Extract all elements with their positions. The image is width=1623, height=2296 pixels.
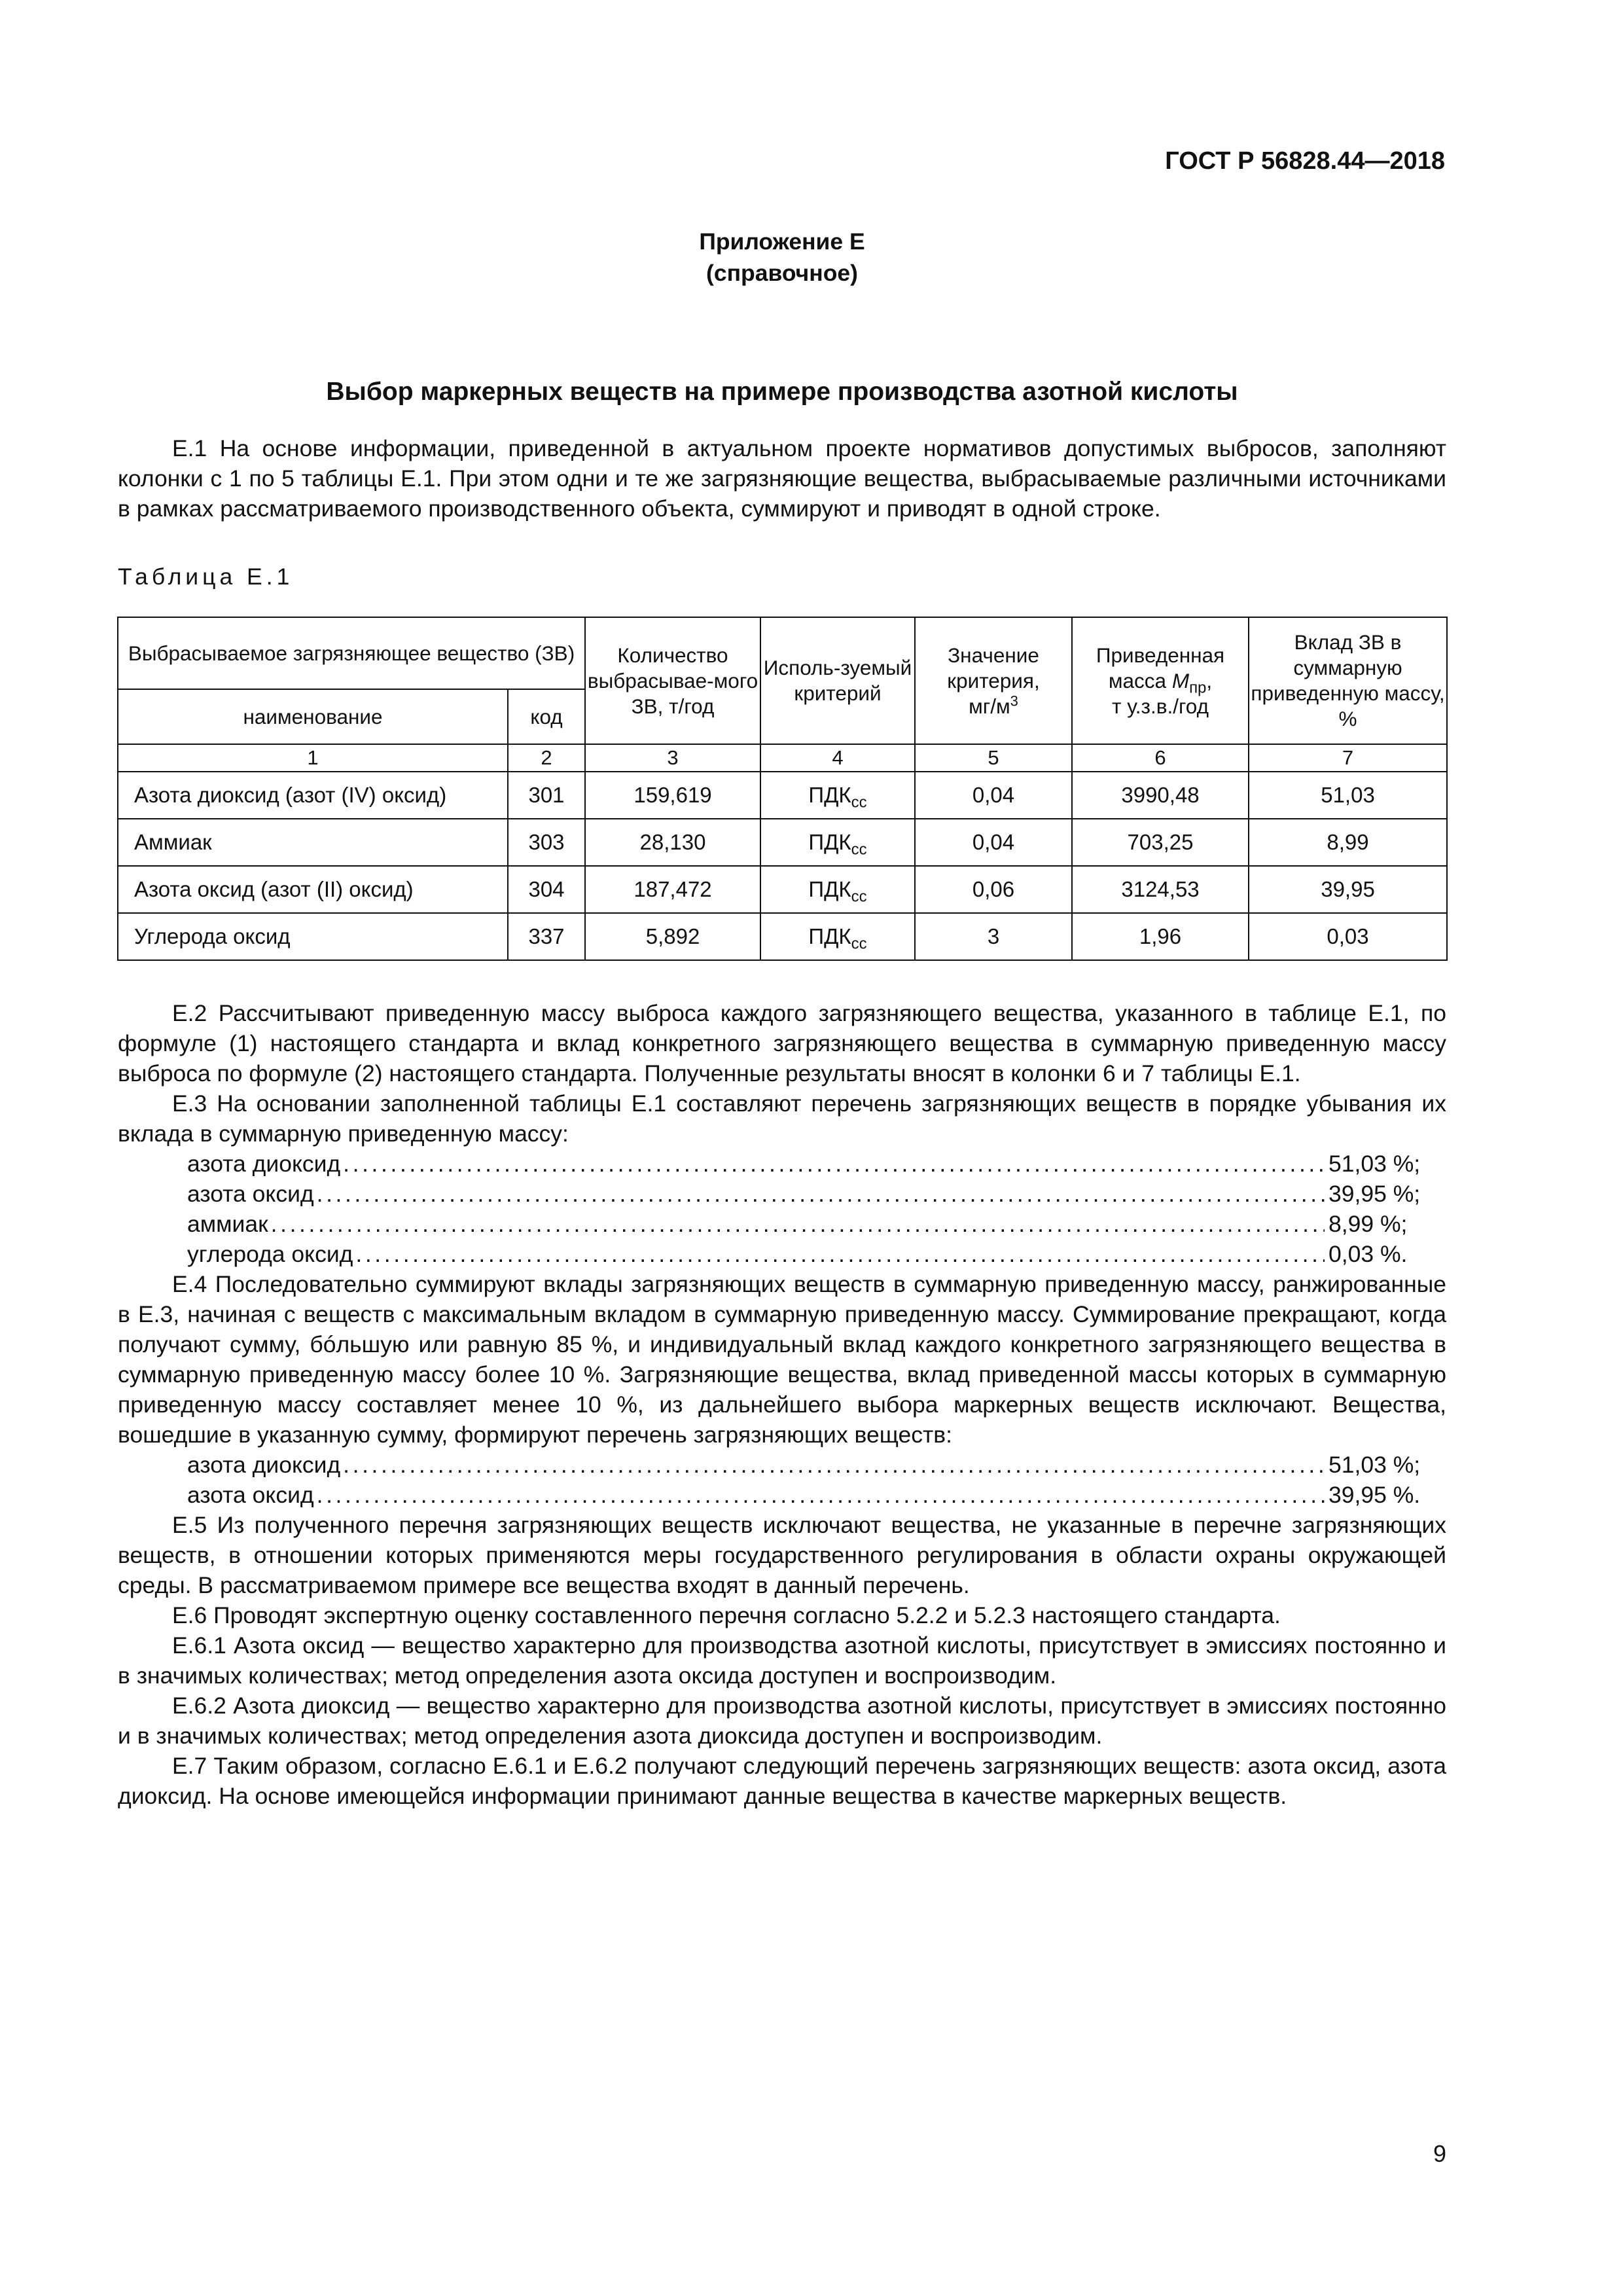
substance-code: 337 — [508, 913, 585, 960]
criterion-text: ПДК — [808, 783, 851, 807]
selected-substances-list — [118, 1450, 1446, 1510]
paragraph-e5: Е.5 Из полученного перечня загрязняющих веществ исключают вещества, не указанные в перечне загрязняющих веществ, в отношении которых применяются меры государственного регулирования в области охраны окружающей среды. В рассматриваемом примере все вещества входят в данный перечень. — [118, 1512, 1446, 1598]
emission-quantity: 28,130 — [585, 819, 760, 866]
list-item-label: азота оксид — [187, 1482, 314, 1508]
share-percent: 51,03 — [1249, 772, 1447, 819]
paragraph-e6-2: Е.6.2 Азота диоксид — вещество характерно для производства азотной кислоты, присутствует в эмиссиях постоянно и в значимых количествах; метод определения азота диоксида доступен и воспроизводим. — [118, 1693, 1446, 1749]
header-criterion-value-unit: мг/м — [969, 694, 1010, 718]
criterion — [760, 866, 915, 913]
substance-code: 301 — [508, 772, 585, 819]
header-share: Вклад ЗВ в суммарную приведенную массу, % — [1249, 617, 1447, 744]
criterion-value: 0,06 — [915, 866, 1072, 913]
list-item-label: азота оксид — [187, 1181, 314, 1207]
paragraph-e7: Е.7 Таким образом, согласно Е.6.1 и Е.6.2 получают следующий перечень загрязняющих веществ: азота оксид, азота диоксид. На основе имеющейся информации принимают данные вещества в качестве маркерных веществ. — [118, 1753, 1446, 1809]
substance-code: 303 — [508, 819, 585, 866]
table-header-row — [118, 617, 1447, 689]
criterion-value: 0,04 — [915, 772, 1072, 819]
paragraph-e3: Е.3 На основании заполненной таблицы Е.1 составляют перечень загрязняющих веществ в порядке убывания их вклада в суммарную приведенную массу: — [118, 1090, 1446, 1147]
contribution-list — [118, 1149, 1446, 1269]
list-item-label: азота диоксид — [187, 1452, 341, 1478]
header-criterion: Исполь-зуемый критерий — [760, 617, 915, 744]
criterion-text: ПДК — [808, 924, 851, 948]
share-percent: 8,99 — [1249, 819, 1447, 866]
criterion-subscript: сс — [851, 888, 867, 906]
list-item-value: 51,03 %; — [1329, 1452, 1421, 1478]
column-number: 6 — [1072, 744, 1249, 772]
list-item-label: аммиак — [187, 1211, 268, 1237]
table-e1 — [117, 617, 1448, 961]
emission-quantity: 187,472 — [585, 866, 760, 913]
paragraph-e2: Е.2 Рассчитывают приведенную массу выброса каждого загрязняющего вещества, указанного в таблице Е.1, по формуле (1) настоящего стандарта и вклад конкретного загрязняющего вещества в суммарную приведенную массу выброса по формуле (2) настоящего стандарта. Полученные результаты вносят в колонки 6 и 7 таблицы Е.1. — [118, 1000, 1446, 1086]
list-item-label: азота диоксид — [187, 1151, 341, 1177]
header-code: код — [508, 689, 585, 744]
header-unit-exponent: 3 — [1010, 692, 1018, 709]
list-item-value: 39,95 %; — [1329, 1181, 1421, 1207]
column-number: 3 — [585, 744, 760, 772]
list-item — [118, 1149, 1446, 1179]
column-number: 2 — [508, 744, 585, 772]
header-mass-symbol: M — [1171, 668, 1190, 692]
list-item — [118, 1239, 1446, 1269]
column-number: 1 — [118, 744, 508, 772]
annex-title: Выбор маркерных веществ на примере производства азотной кислоты — [326, 378, 1238, 406]
table-column-numbers-row — [118, 744, 1447, 772]
column-number: 5 — [915, 744, 1072, 772]
column-number: 4 — [760, 744, 915, 772]
list-item-value: 0,03 %. — [1329, 1241, 1408, 1267]
list-item-label: углерода оксид — [187, 1241, 353, 1267]
reduced-mass: 3990,48 — [1072, 772, 1249, 819]
substance-code: 304 — [508, 866, 585, 913]
list-item-value: 39,95 %. — [1329, 1482, 1421, 1508]
criterion-value: 3 — [915, 913, 1072, 960]
page-number: 9 — [1433, 2140, 1446, 2167]
header-reduced-mass-line2: масса — [1108, 668, 1172, 692]
header-criterion-value — [915, 617, 1072, 744]
reduced-mass: 703,25 — [1072, 819, 1249, 866]
table-row — [118, 772, 1447, 819]
paragraph-e6-1: Е.6.1 Азота оксид — вещество характерно для производства азотной кислоты, присутствует в эмиссиях постоянно и в значимых количествах; метод определения азота оксида доступен и воспроизводим. — [118, 1632, 1446, 1689]
list-item — [118, 1209, 1446, 1239]
header-reduced-mass-line1: Приведенная — [1096, 643, 1225, 667]
list-item-value: 51,03 %; — [1329, 1151, 1421, 1177]
criterion-subscript: сс — [851, 793, 867, 812]
criterion-subscript: сс — [851, 935, 867, 953]
header-mass-comma: , — [1206, 668, 1213, 692]
column-number: 7 — [1249, 744, 1447, 772]
emission-quantity: 159,619 — [585, 772, 760, 819]
emission-quantity: 5,892 — [585, 913, 760, 960]
paragraph-e4: Е.4 Последовательно суммируют вклады загрязняющих веществ в суммарную приведенную массу, ранжированные в Е.3, начиная с веществ с максимальным вкладом в суммарную приведенную массу. Суммирование прекращают, когда получают сумму, бóльшую или равную 85 %, и индивидуальный вклад каждого конкретного загрязняющего вещества в суммарную приведенную массу более 10 %. Загрязняющие вещества, вклад приведенной массы которых в суммарную приведенную массу составляет менее 10 %, из дальнейшего выбора маркерных веществ исключают. Вещества, вошедшие в указанную сумму, формируют перечень загрязняющих веществ: — [118, 1271, 1446, 1448]
substance-name: Азота диоксид (азот (IV) оксид) — [118, 772, 508, 819]
annex-label: Приложение Е — [699, 228, 865, 255]
table-row — [118, 819, 1447, 866]
table-caption: Таблица Е.1 — [118, 564, 294, 590]
standard-number: ГОСТ Р 56828.44—2018 — [1165, 147, 1445, 175]
body-text — [118, 998, 1446, 1811]
header-reduced-mass — [1072, 617, 1249, 744]
paragraph-e6: Е.6 Проводят экспертную оценку составленного перечня согласно 5.2.2 и 5.2.3 настоящего стандарта. — [172, 1602, 1281, 1628]
list-item — [118, 1450, 1446, 1480]
criterion-text: ПДК — [808, 830, 851, 854]
header-criterion-value-label: Значение критерия, — [947, 643, 1040, 692]
header-mass-subscript: пр — [1189, 678, 1207, 696]
header-reduced-mass-unit: т у.з.в./год — [1112, 694, 1209, 718]
criterion-value: 0,04 — [915, 819, 1072, 866]
table-row — [118, 866, 1447, 913]
reduced-mass: 1,96 — [1072, 913, 1249, 960]
list-item — [118, 1480, 1446, 1510]
substance-name: Азота оксид (азот (II) оксид) — [118, 866, 508, 913]
criterion-subscript: сс — [851, 840, 867, 859]
table-row — [118, 913, 1447, 960]
criterion — [760, 913, 915, 960]
annex-kind: (справочное) — [706, 260, 858, 286]
criterion — [760, 772, 915, 819]
header-quantity: Количество выбрасывае-мого ЗВ, т/год — [585, 617, 760, 744]
header-name: наименование — [118, 689, 508, 744]
paragraph-e1-block — [118, 433, 1446, 524]
header-substance-group: Выбрасываемое загрязняющее вещество (ЗВ) — [118, 617, 585, 689]
criterion-text: ПДК — [808, 877, 851, 901]
list-item-value: 8,99 %; — [1329, 1211, 1408, 1237]
substance-name: Углерода оксид — [118, 913, 508, 960]
paragraph-e1: Е.1 На основе информации, приведенной в актуальном проекте нормативов допустимых выбросов, заполняют колонки с 1 по 5 таблицы Е.1. При этом одни и те же загрязняющие вещества, выбрасываемые различными источниками в рамках рассматриваемого производственного объекта, суммируют и приводят в одной строке. — [118, 435, 1446, 522]
reduced-mass: 3124,53 — [1072, 866, 1249, 913]
share-percent: 0,03 — [1249, 913, 1447, 960]
list-item — [118, 1179, 1446, 1209]
substance-name: Аммиак — [118, 819, 508, 866]
share-percent: 39,95 — [1249, 866, 1447, 913]
criterion — [760, 819, 915, 866]
